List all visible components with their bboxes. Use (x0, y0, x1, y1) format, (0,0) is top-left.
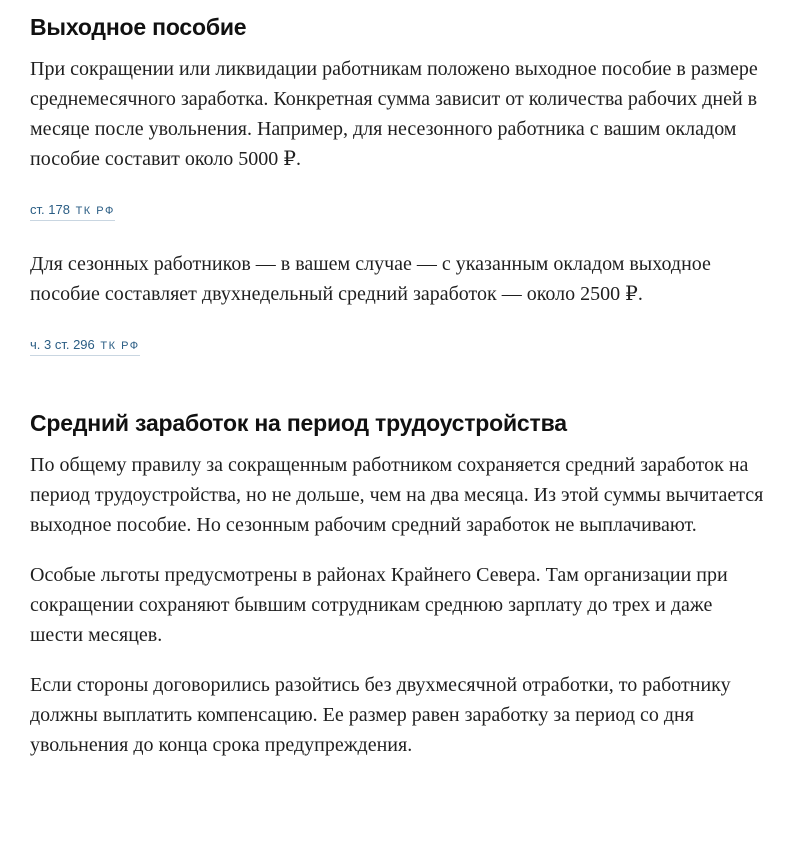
article-body (30, 0, 770, 760)
paragraph-average-earnings-general: По общему правилу за сокращенным работником сохраняется средний заработок на период трудоустройства, но не дольше, чем на два месяца. Из этой суммы вычитается выходное пособие. Но сезонным рабочим средний заработок не выплачивают. (30, 454, 764, 536)
paragraph-far-north-benefits: Особые льготы предусмотрены в районах Крайнего Севера. Там организации при сокращении сохраняют бывшим сотрудникам среднюю зарплату до трех и даже шести месяцев. (30, 564, 728, 646)
section-title-severance-pay: Выходное пособие (30, 14, 247, 40)
law-reference-link-st-296[interactable] (30, 337, 140, 356)
paragraph-compensation: Если стороны договорились разойтись без двухмесячной отработки, то работнику должны выплатить компенсацию. Ее размер равен заработку за период со дня увольнения до конца срока предупреждения. (30, 674, 731, 756)
law-reference-block (30, 174, 770, 221)
law-reference-code: ТК РФ (75, 205, 115, 217)
law-reference-link-st-178[interactable] (30, 202, 115, 221)
law-reference-code: ТК РФ (100, 340, 140, 352)
law-reference-article: ч. 3 ст. 296 (30, 337, 95, 352)
paragraph-severance-seasonal: Для сезонных работников — в вашем случае — с указанным окладом выходное пособие составляет двухнедельный средний заработок — около 2500 ₽. (30, 253, 711, 305)
section-title-average-earnings: Средний заработок на период трудоустройства (30, 410, 567, 436)
law-reference-article: ст. 178 (30, 202, 70, 217)
law-reference-block (30, 309, 770, 356)
paragraph-severance-general: При сокращении или ликвидации работникам положено выходное пособие в размере среднемесячного заработка. Конкретная сумма зависит от количества рабочих дней в месяце после увольнения. Например, для несезонного работника с вашим окладом пособие составит около 5000 ₽. (30, 58, 758, 170)
